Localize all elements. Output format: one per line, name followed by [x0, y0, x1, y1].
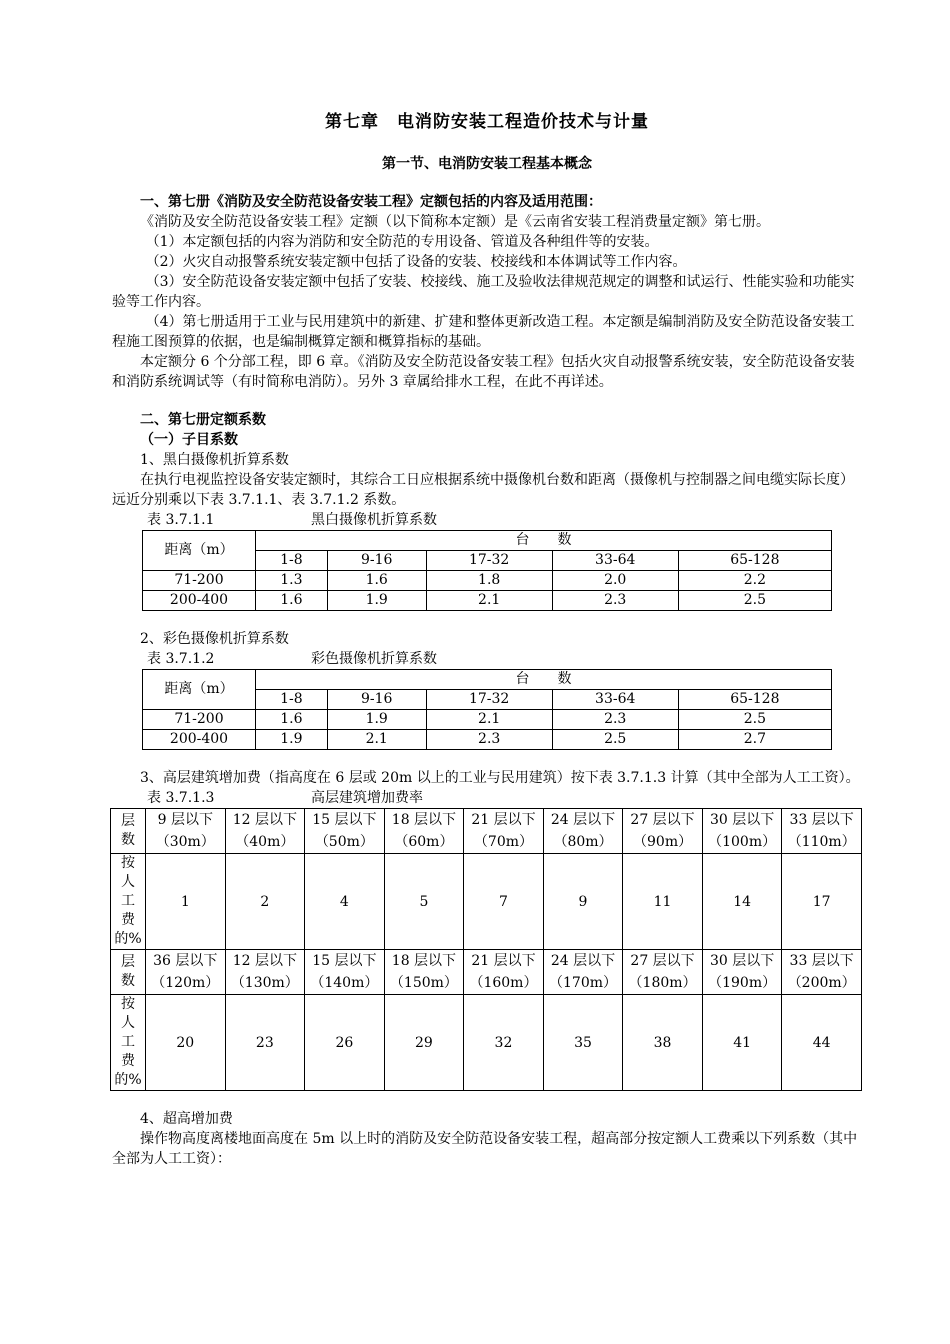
rate-cell: 9: [543, 854, 623, 950]
rate-cell: 1: [146, 854, 226, 950]
rate-label: 按 人 工 费 的%: [111, 995, 146, 1091]
floor-cell: 12 层以下 （40m）: [225, 809, 305, 854]
table-bw-camera: [142, 530, 832, 611]
part2-heading: 二、第七册定额系数: [140, 412, 266, 428]
part1-item1: （1）本定额包括的内容为消防和安全防范的专用设备、管道及各种组件等的安装。: [145, 234, 659, 250]
table-row: [143, 730, 832, 750]
floor-cell: 15 层以下 （50m）: [305, 809, 385, 854]
row-label: 71-200: [143, 571, 256, 591]
floor-cell: 33 层以下 （200m）: [782, 950, 862, 995]
table3-caption-text: 高层建筑增加费率: [311, 790, 423, 806]
col-header: 33-64: [552, 551, 678, 571]
rate-cell: 7: [464, 854, 544, 950]
cell: 2.1: [426, 591, 552, 611]
table-color-camera: [142, 669, 832, 750]
row-label: 200-400: [143, 730, 256, 750]
cell: 1.9: [327, 710, 426, 730]
table-row: [143, 591, 832, 611]
section2-title: 2、彩色摄像机折算系数: [140, 631, 289, 647]
count-header: 台 数: [256, 670, 832, 690]
rate-cell: 44: [782, 995, 862, 1091]
section-title: 第一节、电消防安装工程基本概念: [382, 156, 592, 172]
table3-number: 表 3.7.1.3: [147, 790, 215, 806]
floor-cell: 12 层以下 （130m）: [225, 950, 305, 995]
cell: 1.6: [327, 571, 426, 591]
table1-caption-text: 黑白摄像机折算系数: [311, 512, 437, 528]
cell: 2.3: [426, 730, 552, 750]
table-row: [111, 950, 862, 995]
floor-cell: 18 层以下 （150m）: [384, 950, 464, 995]
dist-header: 距离（m）: [143, 670, 256, 710]
rate-cell: 17: [782, 854, 862, 950]
table1-caption: [112, 510, 862, 530]
col-header: 65-128: [678, 690, 831, 710]
table-row: [111, 995, 862, 1091]
cell: 2.5: [678, 591, 831, 611]
rate-cell: 41: [702, 995, 782, 1091]
cell: 2.1: [426, 710, 552, 730]
rate-cell: 23: [225, 995, 305, 1091]
table2-caption: [112, 649, 862, 669]
table2-caption-text: 彩色摄像机折算系数: [311, 651, 437, 667]
table-high-rise: [110, 808, 862, 1091]
document-page: [112, 112, 862, 1169]
col-header: 33-64: [552, 690, 678, 710]
part1-item4: （4）第七册适用于工业与民用建筑中的新建、扩建和整体更新改造工程。本定额是编制消防及安全防范设备安装工程施工图预算的依据，也是编制概算定额和概算指标的基础。: [112, 314, 855, 350]
part1-summary: 本定额分 6 个分部工程，即 6 章。《消防及安全防范设备安装工程》包括火灾自动报警系统安装，安全防范设备安装和消防系统调试等（有时简称电消防）。另外 3 章属给排水工程，在此不再详述。: [112, 354, 855, 390]
cell: 1.6: [256, 710, 328, 730]
cell: 1.6: [256, 591, 328, 611]
cell: 2.3: [552, 710, 678, 730]
count-header: 台 数: [256, 531, 832, 551]
rate-cell: 11: [623, 854, 703, 950]
cell: 1.8: [426, 571, 552, 591]
table-row: [143, 571, 832, 591]
floor-cell: 30 层以下 （100m）: [702, 809, 782, 854]
part1-item3: （3）安全防范设备安装定额中包括了安装、校接线、施工及验收法律规范规定的调整和试运行、性能实验和功能实验等工作内容。: [112, 274, 855, 310]
table-row: [111, 854, 862, 950]
col-header: 17-32: [426, 551, 552, 571]
cell: 2.1: [327, 730, 426, 750]
col-header: 9-16: [327, 690, 426, 710]
cell: 2.5: [678, 710, 831, 730]
col-header: 9-16: [327, 551, 426, 571]
part1-item2: （2）火灾自动报警系统安装定额中包括了设备的安装、校接线和本体调试等工作内容。: [145, 254, 687, 270]
floor-cell: 33 层以下 （110m）: [782, 809, 862, 854]
floor-cell: 18 层以下 （60m）: [384, 809, 464, 854]
rate-cell: 35: [543, 995, 623, 1091]
section1-title: 1、黑白摄像机折算系数: [140, 452, 289, 468]
floor-cell: 30 层以下 （190m）: [702, 950, 782, 995]
cell: 2.5: [552, 730, 678, 750]
part1-intro: 《消防及安全防范设备安装工程》定额（以下简称本定额）是《云南省安装工程消费量定额》第七册。: [140, 214, 770, 230]
rate-cell: 5: [384, 854, 464, 950]
floor-label: 层 数: [111, 809, 146, 854]
rate-cell: 26: [305, 995, 385, 1091]
row-label: 200-400: [143, 591, 256, 611]
col-header: 1-8: [256, 551, 328, 571]
rate-cell: 32: [464, 995, 544, 1091]
section1-text: 在执行电视监控设备安装定额时，其综合工日应根据系统中摄像机台数和距离（摄像机与控制器之间电缆实际长度）远近分别乘以下表 3.7.1.1、表 3.7.1.2 系数。: [112, 472, 854, 508]
col-header: 1-8: [256, 690, 328, 710]
floor-cell: 15 层以下 （140m）: [305, 950, 385, 995]
row-label: 71-200: [143, 710, 256, 730]
rate-cell: 4: [305, 854, 385, 950]
dist-header: 距离（m）: [143, 531, 256, 571]
section4-text: 操作物高度离楼地面高度在 5m 以上时的消防及安全防范设备安装工程，超高部分按定额人工费乘以下列系数（其中全部为人工工资）：: [112, 1131, 858, 1167]
cell: 2.2: [678, 571, 831, 591]
section3-text: 3、高层建筑增加费（指高度在 6 层或 20m 以上的工业与民用建筑）按下表 3.7.1.3 计算（其中全部为人工工资）。: [140, 770, 860, 786]
floor-cell: 21 层以下 （70m）: [464, 809, 544, 854]
rate-cell: 20: [146, 995, 226, 1091]
floor-label: 层 数: [111, 950, 146, 995]
rate-cell: 38: [623, 995, 703, 1091]
floor-cell: 24 层以下 （170m）: [543, 950, 623, 995]
table3-caption: [112, 788, 862, 808]
table-row: [111, 809, 862, 854]
floor-cell: 27 层以下 （90m）: [623, 809, 703, 854]
col-header: 17-32: [426, 690, 552, 710]
rate-cell: 14: [702, 854, 782, 950]
cell: 1.9: [256, 730, 328, 750]
floor-cell: 36 层以下 （120m）: [146, 950, 226, 995]
table2-number: 表 3.7.1.2: [147, 651, 215, 667]
cell: 1.3: [256, 571, 328, 591]
floor-cell: 27 层以下 （180m）: [623, 950, 703, 995]
floor-cell: 24 层以下 （80m）: [543, 809, 623, 854]
chapter-title: 第七章 电消防安装工程造价技术与计量: [325, 112, 649, 132]
part1-heading: 一、第七册《消防及安全防范设备安装工程》定额包括的内容及适用范围：: [140, 194, 602, 210]
floor-cell: 21 层以下 （160m）: [464, 950, 544, 995]
cell: 2.3: [552, 591, 678, 611]
table-row: [143, 710, 832, 730]
rate-cell: 2: [225, 854, 305, 950]
part2-subheading: （一）子目系数: [140, 432, 238, 448]
rate-label: 按 人 工 费 的%: [111, 854, 146, 950]
cell: 2.7: [678, 730, 831, 750]
rate-cell: 29: [384, 995, 464, 1091]
table1-number: 表 3.7.1.1: [147, 512, 215, 528]
col-header: 65-128: [678, 551, 831, 571]
floor-cell: 9 层以下 （30m）: [146, 809, 226, 854]
cell: 2.0: [552, 571, 678, 591]
section4-title: 4、超高增加费: [140, 1111, 233, 1127]
cell: 1.9: [327, 591, 426, 611]
